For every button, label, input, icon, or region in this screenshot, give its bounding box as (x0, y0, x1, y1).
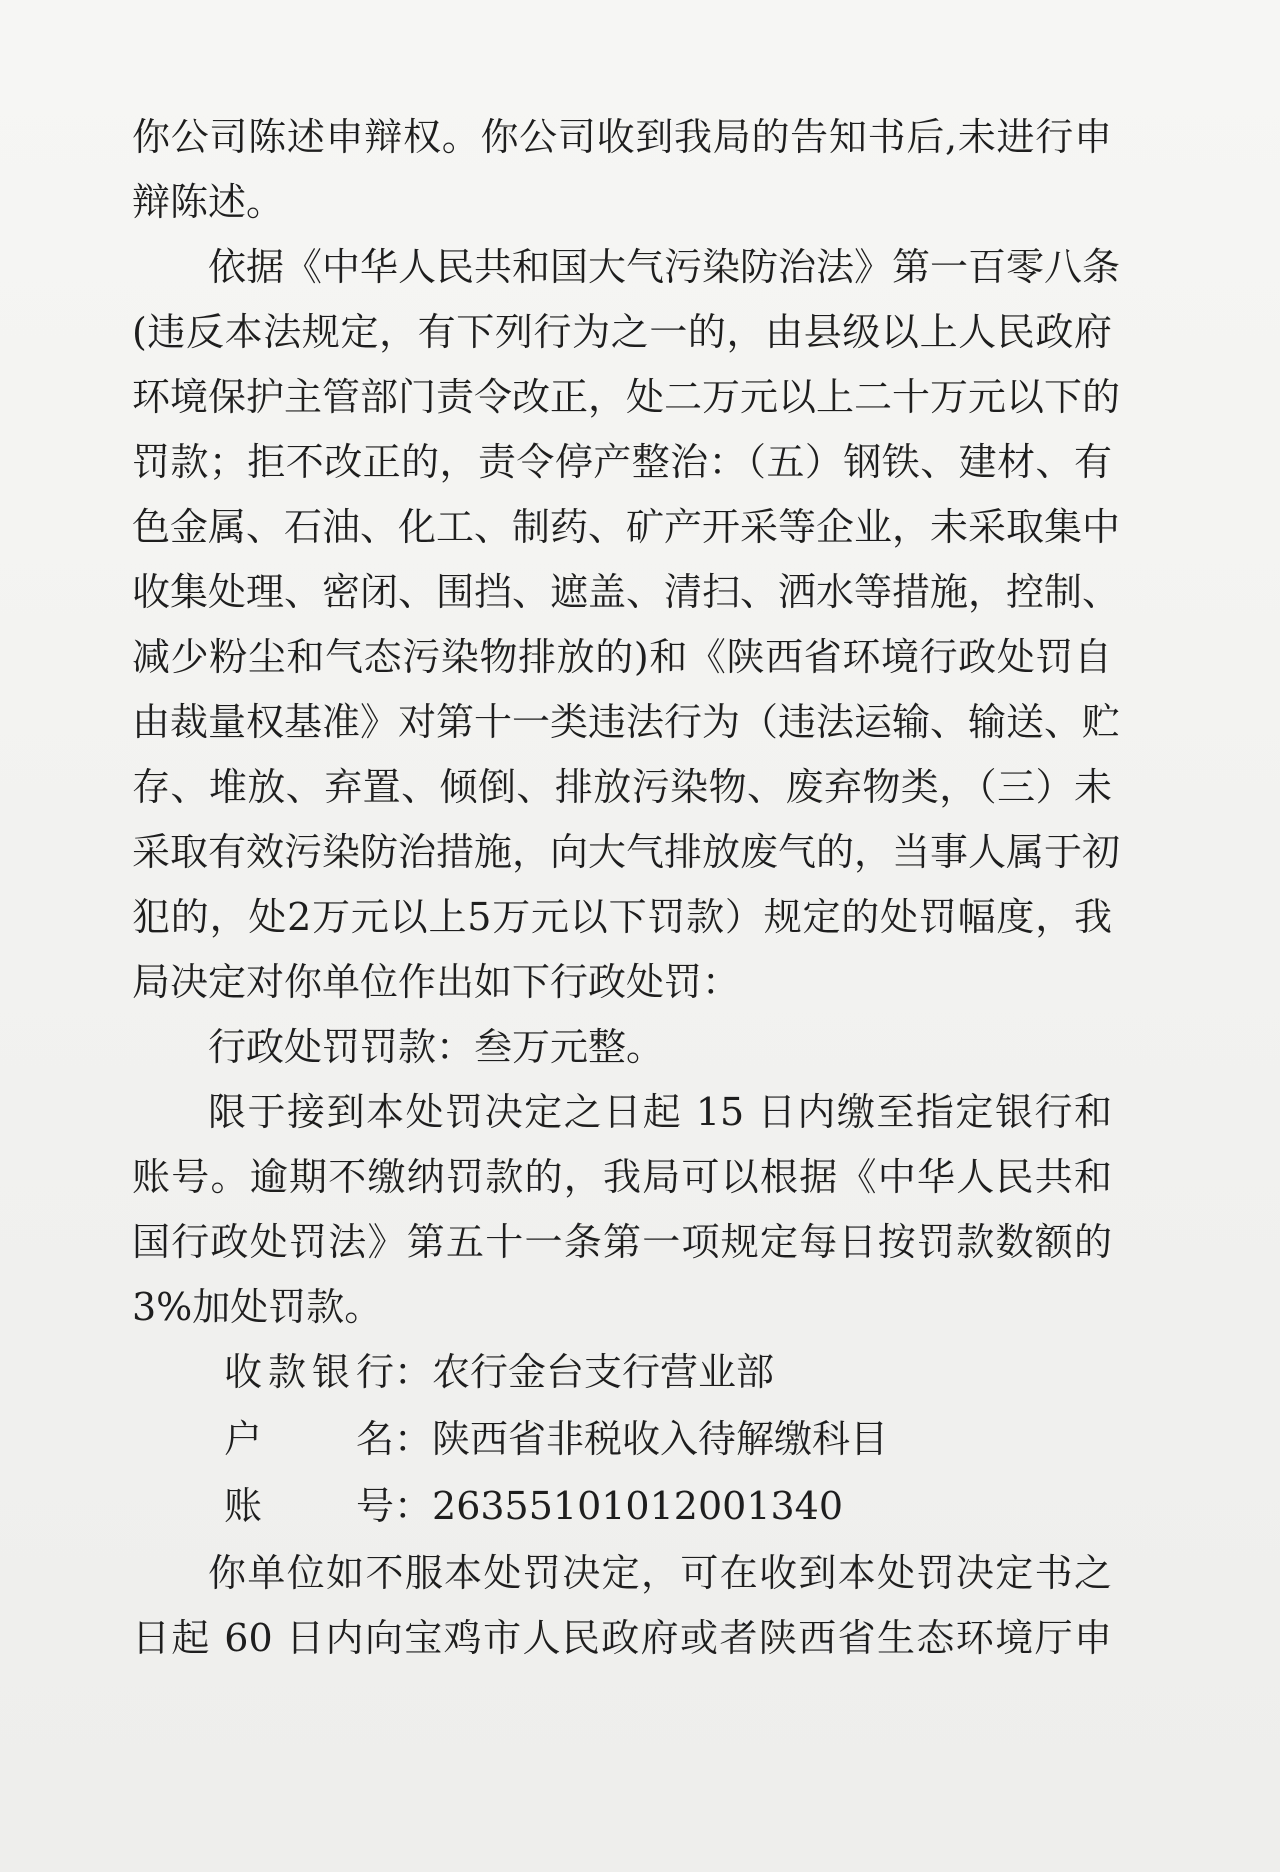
account-number-value: 26355101012001340 (432, 1484, 844, 1528)
penalty-line: 行政处罚罚款：叁万元整。 (208, 1025, 665, 1069)
account-number-row (132, 1484, 1112, 1528)
text-line: 减少粉尘和气态污染物排放的)和《陕西省环境行政处罚自 (132, 635, 1112, 679)
separator: ： (394, 1484, 433, 1528)
text-line: 日起 60 日内向宝鸡市人民政府或者陕西省生态环境厅申 (132, 1616, 1112, 1660)
bank-value: 农行金台支行营业部 (432, 1350, 775, 1394)
text-line: 国行政处罚法》第五十一条第一项规定每日按罚款数额的 (132, 1220, 1112, 1264)
account-name-row (132, 1417, 1112, 1461)
text-line: 采取有效污染防治措施，向大气排放废气的，当事人属于初 (132, 830, 1121, 874)
document-body (132, 115, 1121, 1684)
text-line: 犯的，处2万元以上5万元以下罚款）规定的处罚幅度，我 (132, 895, 1112, 939)
separator: ： (394, 1417, 433, 1461)
text-line: 你公司陈述申辩权。你公司收到我局的告知书后,未进行申 (132, 115, 1112, 159)
text-line: 局决定对你单位作出如下行政处罚： (132, 960, 741, 1004)
text-line: 3%加处罚款。 (132, 1285, 383, 1329)
text-line: 环境保护主管部门责令改正，处二万元以上二十万元以下的 (132, 375, 1121, 419)
text-line: 账号。逾期不缴纳罚款的，我局可以根据《中华人民共和 (132, 1155, 1112, 1199)
text-line: 依据《中华人民共和国大气污染防治法》第一百零八条 (208, 245, 1121, 289)
separator: ： (394, 1350, 433, 1394)
text-line: 收集处理、密闭、围挡、遮盖、清扫、洒水等措施，控制、 (132, 570, 1121, 614)
text-line: 罚款；拒不改正的，责令停产整治：（五）钢铁、建材、有 (132, 440, 1112, 484)
text-line: 由裁量权基准》对第十一类违法行为（违法运输、输送、贮 (132, 700, 1121, 744)
text-line: (违反本法规定，有下列行为之一的，由县级以上人民政府 (132, 310, 1112, 354)
account-name-value: 陕西省非税收入待解缴科目 (432, 1417, 889, 1461)
bank-row (132, 1350, 1112, 1394)
text-line: 辩陈述。 (132, 180, 285, 224)
text-line: 存、堆放、弃置、倾倒、排放污染物、废弃物类，（三）未 (132, 765, 1112, 809)
text-line: 你单位如不服本处罚决定，可在收到本处罚决定书之 (208, 1551, 1112, 1595)
account-name-label: 户名 (224, 1417, 394, 1461)
text-line: 色金属、石油、化工、制药、矿产开采等企业，未采取集中 (132, 505, 1121, 549)
account-number-label: 账号 (224, 1484, 394, 1528)
bank-label: 收款银行 (224, 1350, 394, 1394)
text-line: 限于接到本处罚决定之日起 15 日内缴至指定银行和 (208, 1090, 1112, 1134)
